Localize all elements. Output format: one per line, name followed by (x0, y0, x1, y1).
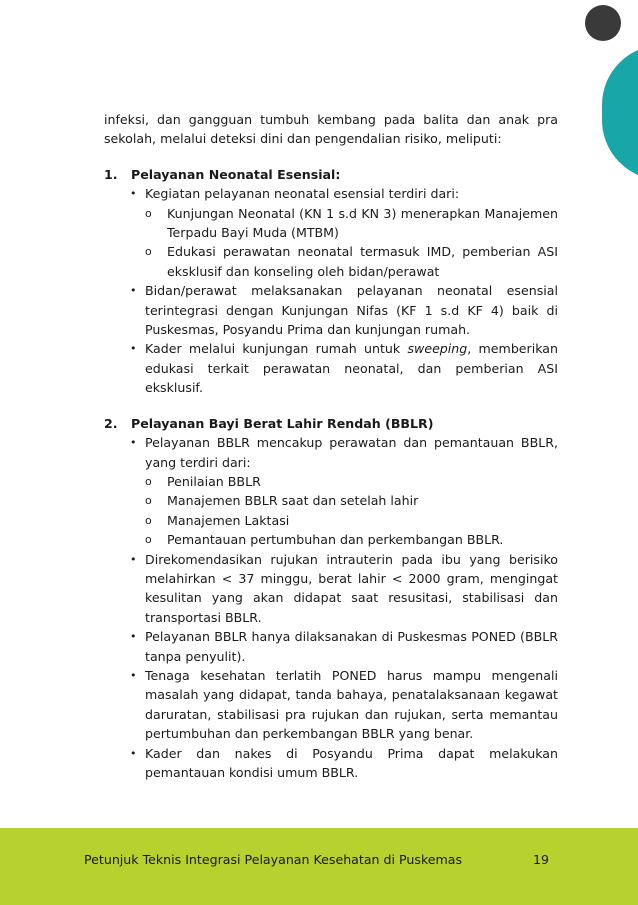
sub-list-item-text: Pemantauan pertumbuhan dan perkembangan BBLR. (167, 532, 504, 548)
circle-bullet-icon: o (145, 206, 152, 220)
list-item (130, 744, 558, 783)
list-item (130, 184, 558, 281)
list-item (130, 627, 558, 666)
bullet-icon: • (130, 436, 137, 450)
list-item-text: Kegiatan pelayanan neonatal esensial terdiri dari: (145, 186, 460, 202)
sub-list-item-text: Manajemen BBLR saat dan setelah lahir (167, 493, 419, 509)
bullet-list (104, 433, 558, 782)
circle-bullet-icon: o (145, 494, 152, 508)
list-item (130, 339, 558, 397)
intro-paragraph: infeksi, dan gangguan tumbuh kembang pada balita dan anak pra sekolah, melalui deteksi dini dan pengendalian risiko, meliputi: (104, 112, 558, 147)
sub-list-item-text: Manajemen Laktasi (167, 512, 290, 528)
section-heading (104, 165, 558, 184)
sub-list (145, 204, 558, 282)
sub-list-item (145, 472, 558, 491)
decorative-dark-circle (585, 5, 621, 41)
list-item-text: Tenaga kesehatan terlatih PONED harus mampu mengenali masalah yang didapat, tanda bahaya, penatalaksanaan kegawat daruratan, stabilisasi pra rujukan dan rujukan, serta memantau pertumbuhan dan perkembangan BBLR yang benar. (145, 667, 558, 742)
section-number: 1. (104, 166, 118, 182)
circle-bullet-icon: o (145, 474, 152, 488)
page-content (104, 110, 558, 798)
list-item-text: Pelayanan BBLR hanya dilaksanakan di Puskesmas PONED (BBLR tanpa penyulit). (145, 629, 558, 664)
decorative-teal-arc (602, 45, 638, 180)
section-title: Pelayanan Bayi Berat Lahir Rendah (BBLR) (131, 415, 434, 431)
sub-list-item (145, 204, 558, 243)
list-item (130, 666, 558, 744)
footer-title: Petunjuk Teknis Integrasi Pelayanan Kesehatan di Puskemas (84, 852, 463, 867)
sub-list-item-text: Edukasi perawatan neonatal termasuk IMD, pemberian ASI eksklusif dan konseling oleh bidan/perawat (167, 244, 558, 279)
bullet-list (104, 184, 558, 397)
list-item-text-part: , memberikan edukasi terkait perawatan neonatal, dan pemberian ASI eksklusif. (145, 341, 559, 396)
bullet-icon: • (130, 668, 137, 682)
section-number: 2. (104, 415, 118, 431)
sub-list (145, 472, 558, 550)
list-item (130, 433, 558, 549)
bullet-icon: • (130, 342, 137, 356)
bullet-icon: • (130, 630, 137, 644)
section-bblr (104, 414, 558, 783)
sub-list-item-text: Kunjungan Neonatal (KN 1 s.d KN 3) menerapkan Manajemen Terpadu Bayi Muda (MTBM) (167, 205, 558, 241)
sub-list-item (145, 530, 558, 549)
sub-list-item-text: Penilaian BBLR (167, 473, 261, 489)
bullet-icon: • (130, 746, 137, 760)
list-item-text: Pelayanan BBLR mencakup perawatan dan pemantauan BBLR, yang terdiri dari: (145, 435, 558, 470)
list-item-text-part: Kader melalui kunjungan rumah untuk (145, 341, 408, 357)
list-item (130, 281, 558, 339)
section-heading (104, 414, 558, 433)
circle-bullet-icon: o (145, 513, 152, 527)
circle-bullet-icon: o (145, 245, 152, 259)
sub-list-item (145, 242, 558, 281)
bullet-icon: • (130, 552, 137, 566)
bullet-icon: • (130, 284, 137, 298)
sub-list-item (145, 491, 558, 510)
page-number: 19 (533, 852, 550, 867)
section-title: Pelayanan Neonatal Esensial: (131, 166, 341, 182)
page-footer (0, 828, 638, 905)
sub-list-item (145, 511, 558, 530)
list-item-text: Direkomendasikan rujukan intrauterin pada ibu yang berisiko melahirkan < 37 minggu, berat lahir < 2000 gram, mengingat kesulitan yang akan didapat saat resusitasi, stabilisasi dan transportasi BBLR. (145, 551, 558, 625)
list-item (130, 550, 558, 628)
list-item-text: Kader dan nakes di Posyandu Prima dapat melakukan pemantauan kondisi umum BBLR. (145, 745, 558, 780)
circle-bullet-icon: o (145, 533, 152, 547)
bullet-icon: • (130, 187, 137, 201)
list-item-text: Bidan/perawat melaksanakan pelayanan neonatal esensial terintegrasi dengan Kunjungan Nifas (KF 1 s.d KF 4) baik di Puskesmas, Posyandu Prima dan kunjungan rumah. (145, 283, 558, 338)
emphasis-text: sweeping (407, 341, 468, 357)
section-neonatal (104, 165, 558, 398)
